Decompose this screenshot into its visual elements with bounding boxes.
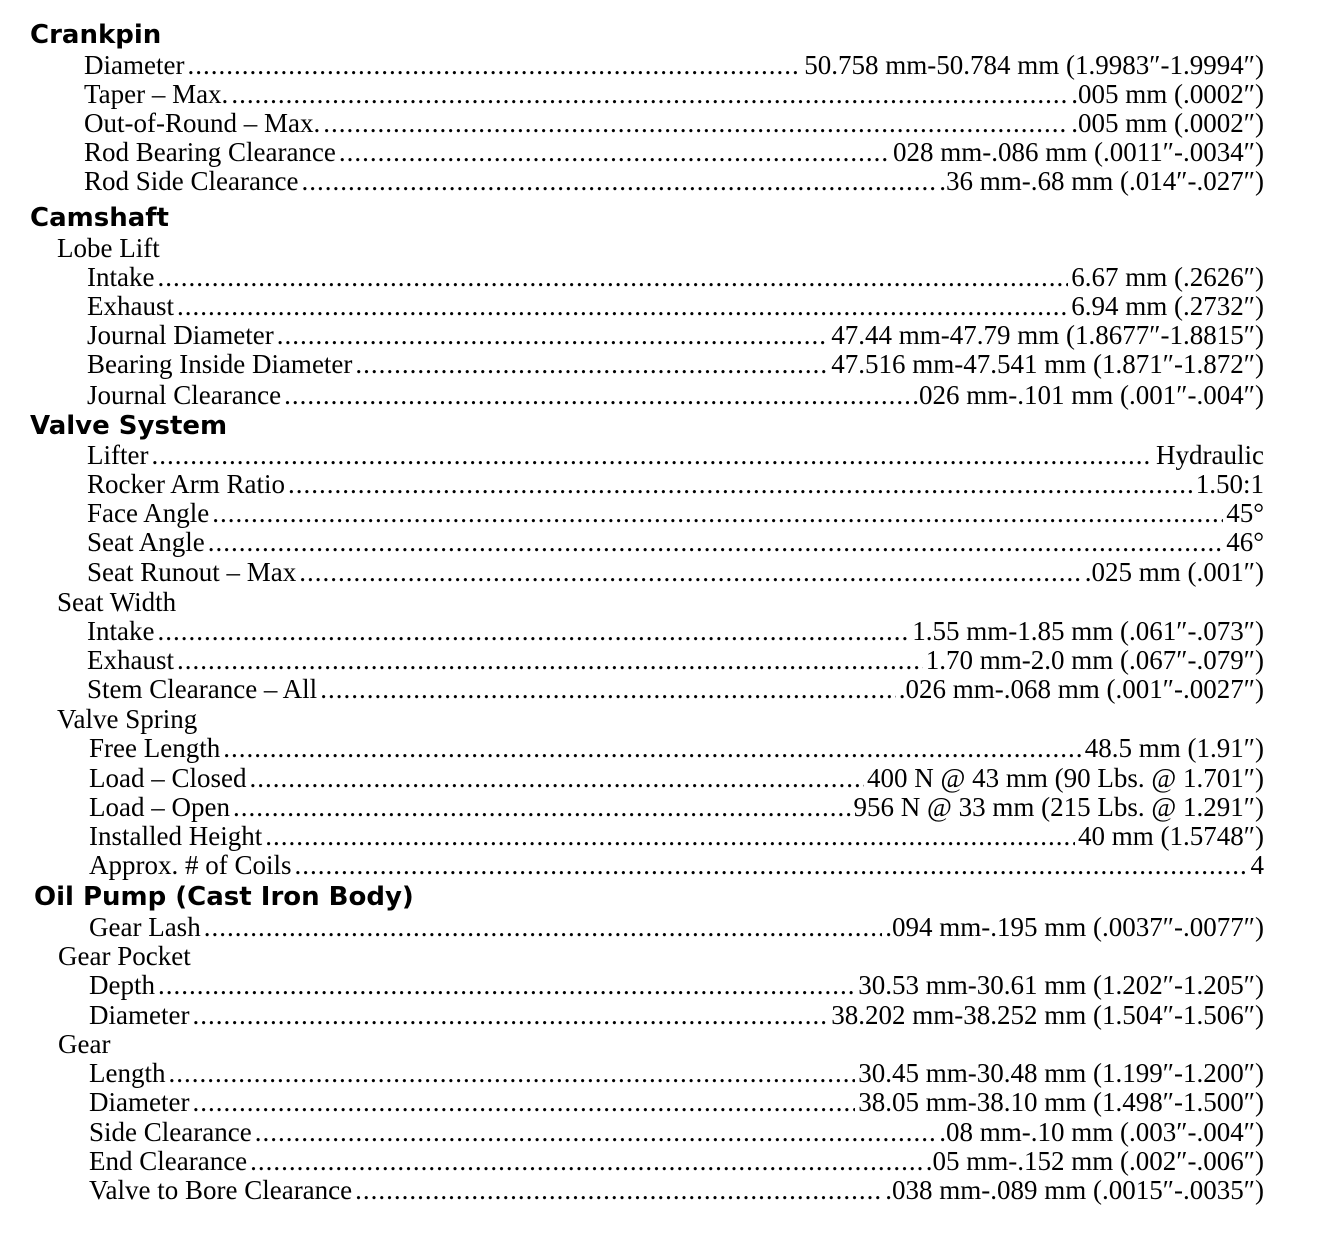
subheading-seat-width: Seat Width xyxy=(57,587,177,617)
dot-leader xyxy=(249,763,864,793)
dot-leader xyxy=(301,166,936,196)
spec-label: Journal Diameter xyxy=(87,320,274,350)
spec-value: .005 mm (.0002″) xyxy=(1071,79,1264,109)
spec-value: .005 mm (.0002″) xyxy=(1071,108,1264,138)
spec-value: 1.50:1 xyxy=(1195,469,1264,499)
dot-leader xyxy=(284,380,909,410)
spec-row-gear-pocket-diameter xyxy=(89,1000,1264,1030)
spec-label: Load – Closed xyxy=(89,763,247,793)
spec-row-valve-face-angle xyxy=(87,498,1264,528)
spec-value: 50.758 mm-50.784 mm (1.9983″-1.9994″) xyxy=(804,50,1264,80)
spec-value: 45° xyxy=(1226,498,1264,528)
dot-leader xyxy=(250,1146,923,1176)
spec-row-crankpin-rod-bearing-clearance xyxy=(84,137,1264,167)
spec-label: Diameter xyxy=(89,1087,190,1117)
dot-leader xyxy=(277,320,829,350)
spec-label: Seat Angle xyxy=(87,527,205,557)
spec-label: Side Clearance xyxy=(89,1117,252,1147)
spec-value: Hydraulic xyxy=(1156,440,1264,470)
spec-row-spring-installed-height xyxy=(89,821,1264,851)
spec-row-crankpin-out-of-round xyxy=(84,108,1264,138)
spec-value: 30.45 mm-30.48 mm (1.199″-1.200″) xyxy=(858,1058,1264,1088)
dot-leader xyxy=(323,108,1068,138)
spec-value: 6.67 mm (.2626″) xyxy=(1071,262,1264,292)
dot-leader xyxy=(255,1117,937,1147)
spec-value: .025 mm (.001″) xyxy=(1084,557,1264,587)
dot-leader xyxy=(231,79,1068,109)
spec-value: .094 mm-.195 mm (.0037″-.0077″) xyxy=(885,912,1264,942)
spec-value: 4 xyxy=(1250,850,1264,880)
spec-label: Depth xyxy=(89,970,155,1000)
spec-label: Valve to Bore Clearance xyxy=(89,1175,353,1205)
spec-value: .36 mm-.68 mm (.014″-.027″) xyxy=(939,166,1264,196)
spec-row-valve-to-bore-clearance xyxy=(89,1175,1264,1205)
dot-leader xyxy=(187,50,801,80)
spec-row-gear-pocket-depth xyxy=(89,970,1264,1000)
spec-value: 6.94 mm (.2732″) xyxy=(1071,291,1264,321)
subheading-lobe-lift: Lobe Lift xyxy=(57,233,160,263)
spec-value: 38.05 mm-38.10 mm (1.498″-1.500″) xyxy=(858,1087,1264,1117)
spec-label: Gear Lash xyxy=(89,912,201,942)
section-heading-valve-system: Valve System xyxy=(30,411,228,441)
spec-value: 47.516 mm-47.541 mm (1.871″-1.872″) xyxy=(831,349,1264,379)
dot-leader xyxy=(157,616,909,646)
spec-label: Taper – Max. xyxy=(84,79,229,109)
spec-value: 48.5 mm (1.91″) xyxy=(1084,733,1264,763)
dot-leader xyxy=(204,912,883,942)
section-heading-camshaft: Camshaft xyxy=(30,203,169,233)
section-heading-crankpin: Crankpin xyxy=(30,20,162,50)
subheading-gear: Gear xyxy=(58,1029,111,1059)
dot-leader xyxy=(157,262,1068,292)
spec-label: Free Length xyxy=(89,733,221,763)
spec-row-camshaft-journal-clearance xyxy=(87,380,1264,410)
dot-leader xyxy=(339,137,890,167)
spec-value: 40 mm (1.5748″) xyxy=(1078,821,1264,851)
dot-leader xyxy=(192,1000,828,1030)
spec-label: Rod Side Clearance xyxy=(84,166,299,196)
spec-value: .08 mm-.10 mm (.003″-.004″) xyxy=(939,1117,1264,1147)
spec-value: 1.55 mm-1.85 mm (.061″-.073″) xyxy=(912,616,1264,646)
spec-row-stem-clearance xyxy=(87,674,1264,704)
spec-value: 956 N @ 33 mm (215 Lbs. @ 1.291″) xyxy=(853,792,1264,822)
spec-label: Approx. # of Coils xyxy=(89,850,292,880)
spec-label: Intake xyxy=(87,616,155,646)
spec-row-spring-load-closed xyxy=(89,763,1264,793)
spec-label: Out-of-Round – Max. xyxy=(84,108,321,138)
spec-label: Seat Runout – Max xyxy=(87,557,297,587)
subheading-gear-pocket: Gear Pocket xyxy=(58,941,191,971)
spec-label: Diameter xyxy=(84,50,185,80)
spec-row-crankpin-diameter xyxy=(84,50,1264,80)
dot-leader xyxy=(320,674,896,704)
dot-leader xyxy=(151,440,1153,470)
spec-label: Rocker Arm Ratio xyxy=(87,469,285,499)
spec-value: 46° xyxy=(1226,527,1264,557)
spec-row-gear-end-clearance xyxy=(89,1146,1264,1176)
dot-leader xyxy=(265,821,1075,851)
spec-label: Bearing Inside Diameter xyxy=(87,349,353,379)
dot-leader xyxy=(212,498,1223,528)
spec-label: Exhaust xyxy=(87,291,174,321)
spec-value: 38.202 mm-38.252 mm (1.504″-1.506″) xyxy=(831,1000,1264,1030)
spec-value: .026 mm-.101 mm (.001″-.004″) xyxy=(912,380,1264,410)
spec-label: Intake xyxy=(87,262,155,292)
dot-leader xyxy=(177,645,923,675)
spec-value: .05 mm-.152 mm (.002″-.006″) xyxy=(925,1146,1264,1176)
dot-leader xyxy=(295,850,1248,880)
spec-row-gear-diameter xyxy=(89,1087,1264,1117)
dot-leader xyxy=(299,557,1082,587)
dot-leader xyxy=(355,1175,882,1205)
spec-value: .038 mm-.089 mm (.0015″-.0035″) xyxy=(885,1175,1264,1205)
spec-label: Diameter xyxy=(89,1000,190,1030)
spec-row-camshaft-bearing-inside-diameter xyxy=(87,349,1264,379)
spec-row-seat-width-intake xyxy=(87,616,1264,646)
spec-label: Installed Height xyxy=(89,821,263,851)
spec-row-spring-load-open xyxy=(89,792,1264,822)
spec-value: 47.44 mm-47.79 mm (1.8677″-1.8815″) xyxy=(831,320,1264,350)
spec-value: 30.53 mm-30.61 mm (1.202″-1.205″) xyxy=(858,970,1264,1000)
spec-value: .026 mm-.068 mm (.001″-.0027″) xyxy=(898,674,1264,704)
spec-value: 028 mm-.086 mm (.0011″-.0034″) xyxy=(893,137,1264,167)
dot-leader xyxy=(158,970,855,1000)
dot-leader xyxy=(208,527,1223,557)
spec-value: 400 N @ 43 mm (90 Lbs. @ 1.701″) xyxy=(867,763,1264,793)
spec-label: Stem Clearance – All xyxy=(87,674,318,704)
spec-row-valve-seat-runout xyxy=(87,557,1264,587)
dot-leader xyxy=(288,469,1193,499)
dot-leader xyxy=(355,349,828,379)
dot-leader xyxy=(233,792,851,822)
dot-leader xyxy=(223,733,1082,763)
section-heading-oil-pump: Oil Pump (Cast Iron Body) xyxy=(34,882,414,912)
spec-row-seat-width-exhaust xyxy=(87,645,1264,675)
subheading-valve-spring: Valve Spring xyxy=(57,704,198,734)
spec-label: Exhaust xyxy=(87,645,174,675)
spec-label: Load – Open xyxy=(89,792,230,822)
dot-leader xyxy=(168,1058,855,1088)
spec-label: Lifter xyxy=(87,440,149,470)
spec-row-camshaft-intake xyxy=(87,262,1264,292)
spec-row-oil-pump-gear-lash xyxy=(89,912,1264,942)
dot-leader xyxy=(177,291,1068,321)
spec-row-camshaft-journal-diameter xyxy=(87,320,1264,350)
spec-row-camshaft-exhaust xyxy=(87,291,1264,321)
spec-label: Journal Clearance xyxy=(87,380,282,410)
spec-row-spring-coils xyxy=(89,850,1264,880)
spec-row-crankpin-taper xyxy=(84,79,1264,109)
spec-row-gear-length xyxy=(89,1058,1264,1088)
spec-value: 1.70 mm-2.0 mm (.067″-.079″) xyxy=(925,645,1264,675)
spec-label: Face Angle xyxy=(87,498,210,528)
spec-row-crankpin-rod-side-clearance xyxy=(84,166,1264,196)
spec-row-gear-side-clearance xyxy=(89,1117,1264,1147)
spec-label: Rod Bearing Clearance xyxy=(84,137,336,167)
dot-leader xyxy=(192,1087,855,1117)
spec-row-valve-lifter xyxy=(87,440,1264,470)
spec-row-valve-rocker-arm-ratio xyxy=(87,469,1264,499)
spec-label: End Clearance xyxy=(89,1146,248,1176)
spec-row-valve-seat-angle xyxy=(87,527,1264,557)
spec-row-spring-free-length xyxy=(89,733,1264,763)
spec-label: Length xyxy=(89,1058,166,1088)
